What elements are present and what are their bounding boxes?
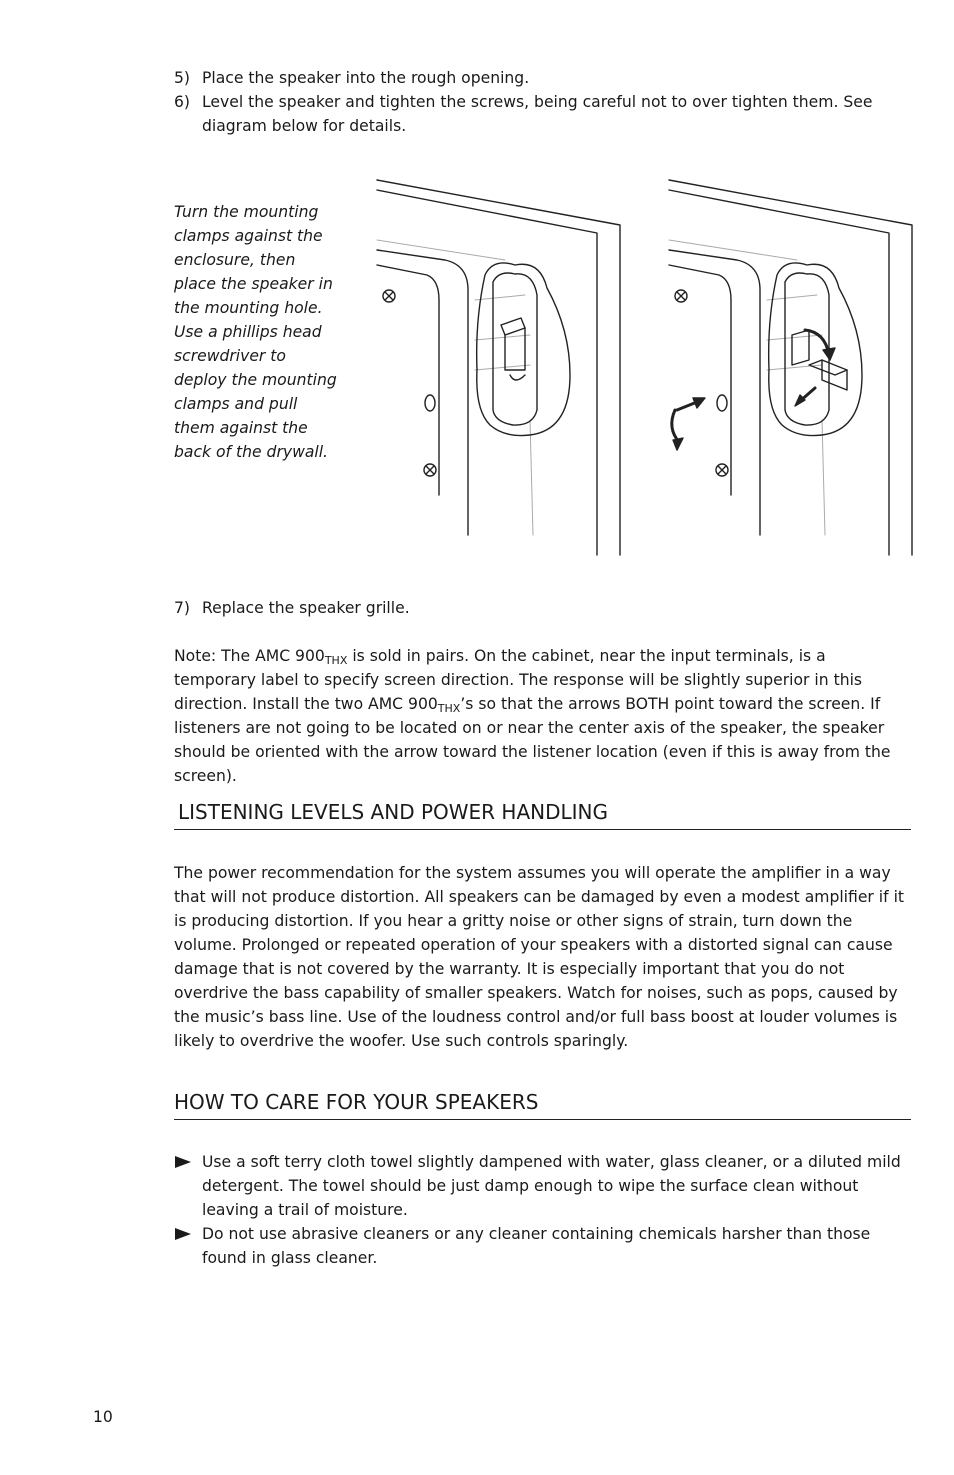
installation-steps xyxy=(174,66,874,138)
step-text: Place the speaker into the rough opening. xyxy=(202,69,530,87)
clamp-icon xyxy=(809,360,847,375)
screw-hole-icon xyxy=(425,395,435,411)
list-item-text: Do not use abrasive cleaners or any cleaner containing chemicals harsher than those found in glass cleaner. xyxy=(202,1225,871,1267)
figure-caption: Turn the mounting clamps against the enclosure, then place the speaker in the mounting hole. Use a phillips head screwdriver to deploy the mounting clamps and pull them against the back of the drywall. xyxy=(174,203,337,461)
page-number: 10 xyxy=(93,1408,113,1426)
triangle-bullet-icon xyxy=(175,1156,191,1168)
heading-text: LISTENING LEVELS AND POWER HANDLING xyxy=(178,800,609,824)
diagram-panel-after xyxy=(669,180,912,555)
step-5 xyxy=(174,66,874,90)
step-number: 7) xyxy=(174,599,191,617)
diagram-panel-before xyxy=(377,180,620,555)
thx-subscript: THX xyxy=(437,702,461,715)
clamp-icon xyxy=(501,318,525,335)
note-text-1: Note: The AMC 900 xyxy=(174,647,325,665)
section-heading-care: HOW TO CARE FOR YOUR SPEAKERS xyxy=(174,1089,911,1120)
step-7 xyxy=(174,596,874,620)
step-number: 5) xyxy=(174,69,191,87)
note-paragraph xyxy=(174,644,911,788)
list-item xyxy=(174,1222,911,1270)
care-bullet-list xyxy=(174,1150,911,1270)
step-number: 6) xyxy=(174,93,191,111)
screwdriver-screw-icon xyxy=(717,395,727,411)
note-text-3: ’s so that the arrows BOTH point toward the screen. If listeners are not going to be located on or near the center axis of the speaker, the speaker should be oriented with the arrow toward the listener location (even if this is away from the screen). xyxy=(174,695,891,785)
note-text-2: is sold in pairs. On the cabinet, near the input terminals, is a temporary label to specify screen direction. The response will be slightly superior in this direction. Install the two AMC 900 xyxy=(174,647,863,713)
step-text: Replace the speaker grille. xyxy=(202,599,410,617)
screw-icon xyxy=(675,290,687,302)
screw-icon xyxy=(716,464,728,476)
thx-subscript: THX xyxy=(324,654,348,667)
mounting-diagram xyxy=(365,170,925,570)
list-item xyxy=(174,1150,911,1222)
listening-levels-paragraph: The power recommendation for the system assumes you will operate the amplifier in a way that will not produce distortion. All speakers can be damaged by even a modest amplifier if it is producing distortion. If you hear a gritty noise or other signs of strain, turn down the volume. Prolonged or repeated operation of your speakers with a distorted signal can cause damage that is not covered by the warranty. It is especially important that you do not overdrive the bass capability of smaller speakers. Watch for noises, such as pops, caused by the music’s bass line. Use of the loudness control and/or full bass boost at louder volumes is likely to overdrive the woofer. Use such controls sparingly. xyxy=(174,864,905,1050)
triangle-bullet-icon xyxy=(175,1228,191,1240)
list-item-text: Use a soft terry cloth towel slightly dampened with water, glass cleaner, or a diluted mild detergent. The towel should be just damp enough to wipe the surface clean without leaving a trail of moisture. xyxy=(202,1153,901,1219)
step-7-line xyxy=(174,596,874,620)
screw-icon xyxy=(383,290,395,302)
step-6 xyxy=(174,90,874,138)
section-heading-listening-levels xyxy=(174,799,911,830)
screw-icon xyxy=(424,464,436,476)
step-text: Level the speaker and tighten the screws, being careful not to over tighten them. See diagram below for details. xyxy=(202,93,873,135)
